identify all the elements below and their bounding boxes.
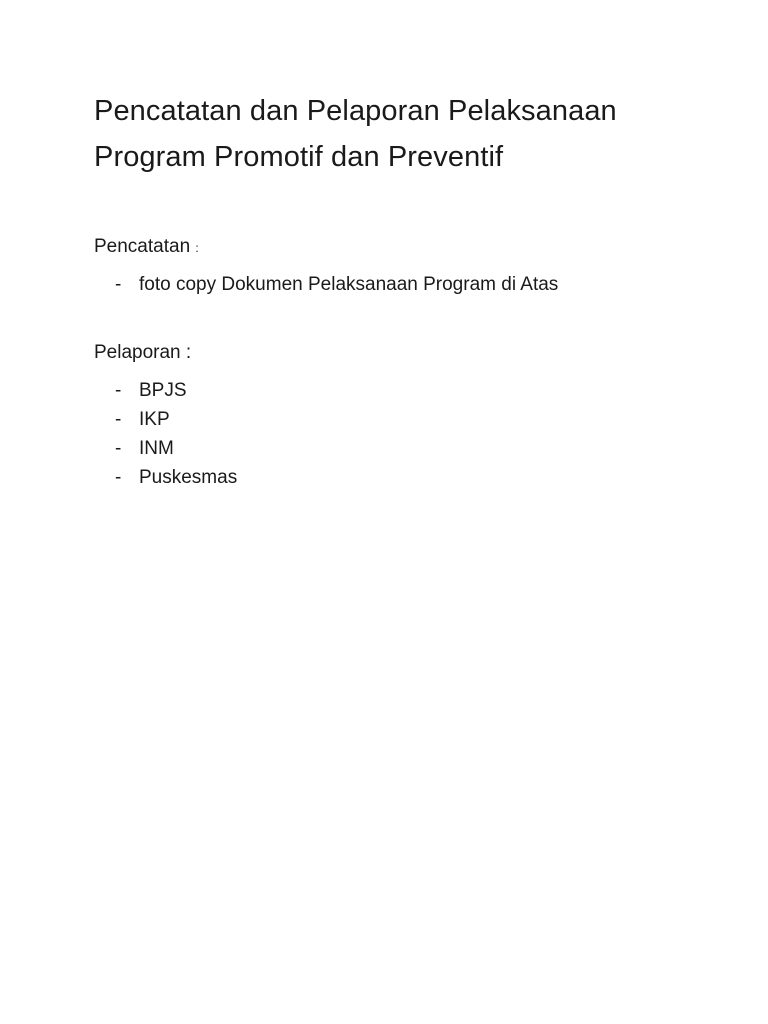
title-line-1: Pencatatan dan Pelaporan Pelaksanaan: [94, 95, 617, 127]
pelaporan-list: [115, 376, 237, 492]
list-item: [115, 376, 237, 405]
list-item-text: INM: [139, 438, 174, 459]
list-item: [115, 405, 237, 434]
pencatatan-list: [115, 270, 558, 299]
document-title: [94, 88, 714, 180]
bullet-dash: -: [115, 467, 122, 488]
list-item-text: Puskesmas: [139, 467, 238, 488]
list-item-text: foto copy Dokumen Pelaksanaan Program di Atas: [139, 274, 559, 295]
list-item: [115, 434, 237, 463]
list-item-text: BPJS: [139, 380, 187, 401]
bullet-dash: -: [115, 409, 122, 430]
pencatatan-label: Pencatatan: [94, 236, 191, 257]
pelaporan-heading: [94, 341, 191, 365]
title-line-2: Program Promotif dan Preventif: [94, 141, 504, 173]
bullet-dash: -: [115, 380, 122, 401]
bullet-dash: -: [115, 274, 122, 295]
list-item-text: IKP: [139, 409, 170, 430]
list-item: [115, 270, 558, 299]
bullet-dash: -: [115, 438, 122, 459]
pencatatan-colon: :: [195, 241, 199, 255]
pencatatan-heading: [94, 235, 199, 260]
list-item: [115, 463, 237, 492]
pelaporan-label: Pelaporan :: [94, 342, 192, 363]
